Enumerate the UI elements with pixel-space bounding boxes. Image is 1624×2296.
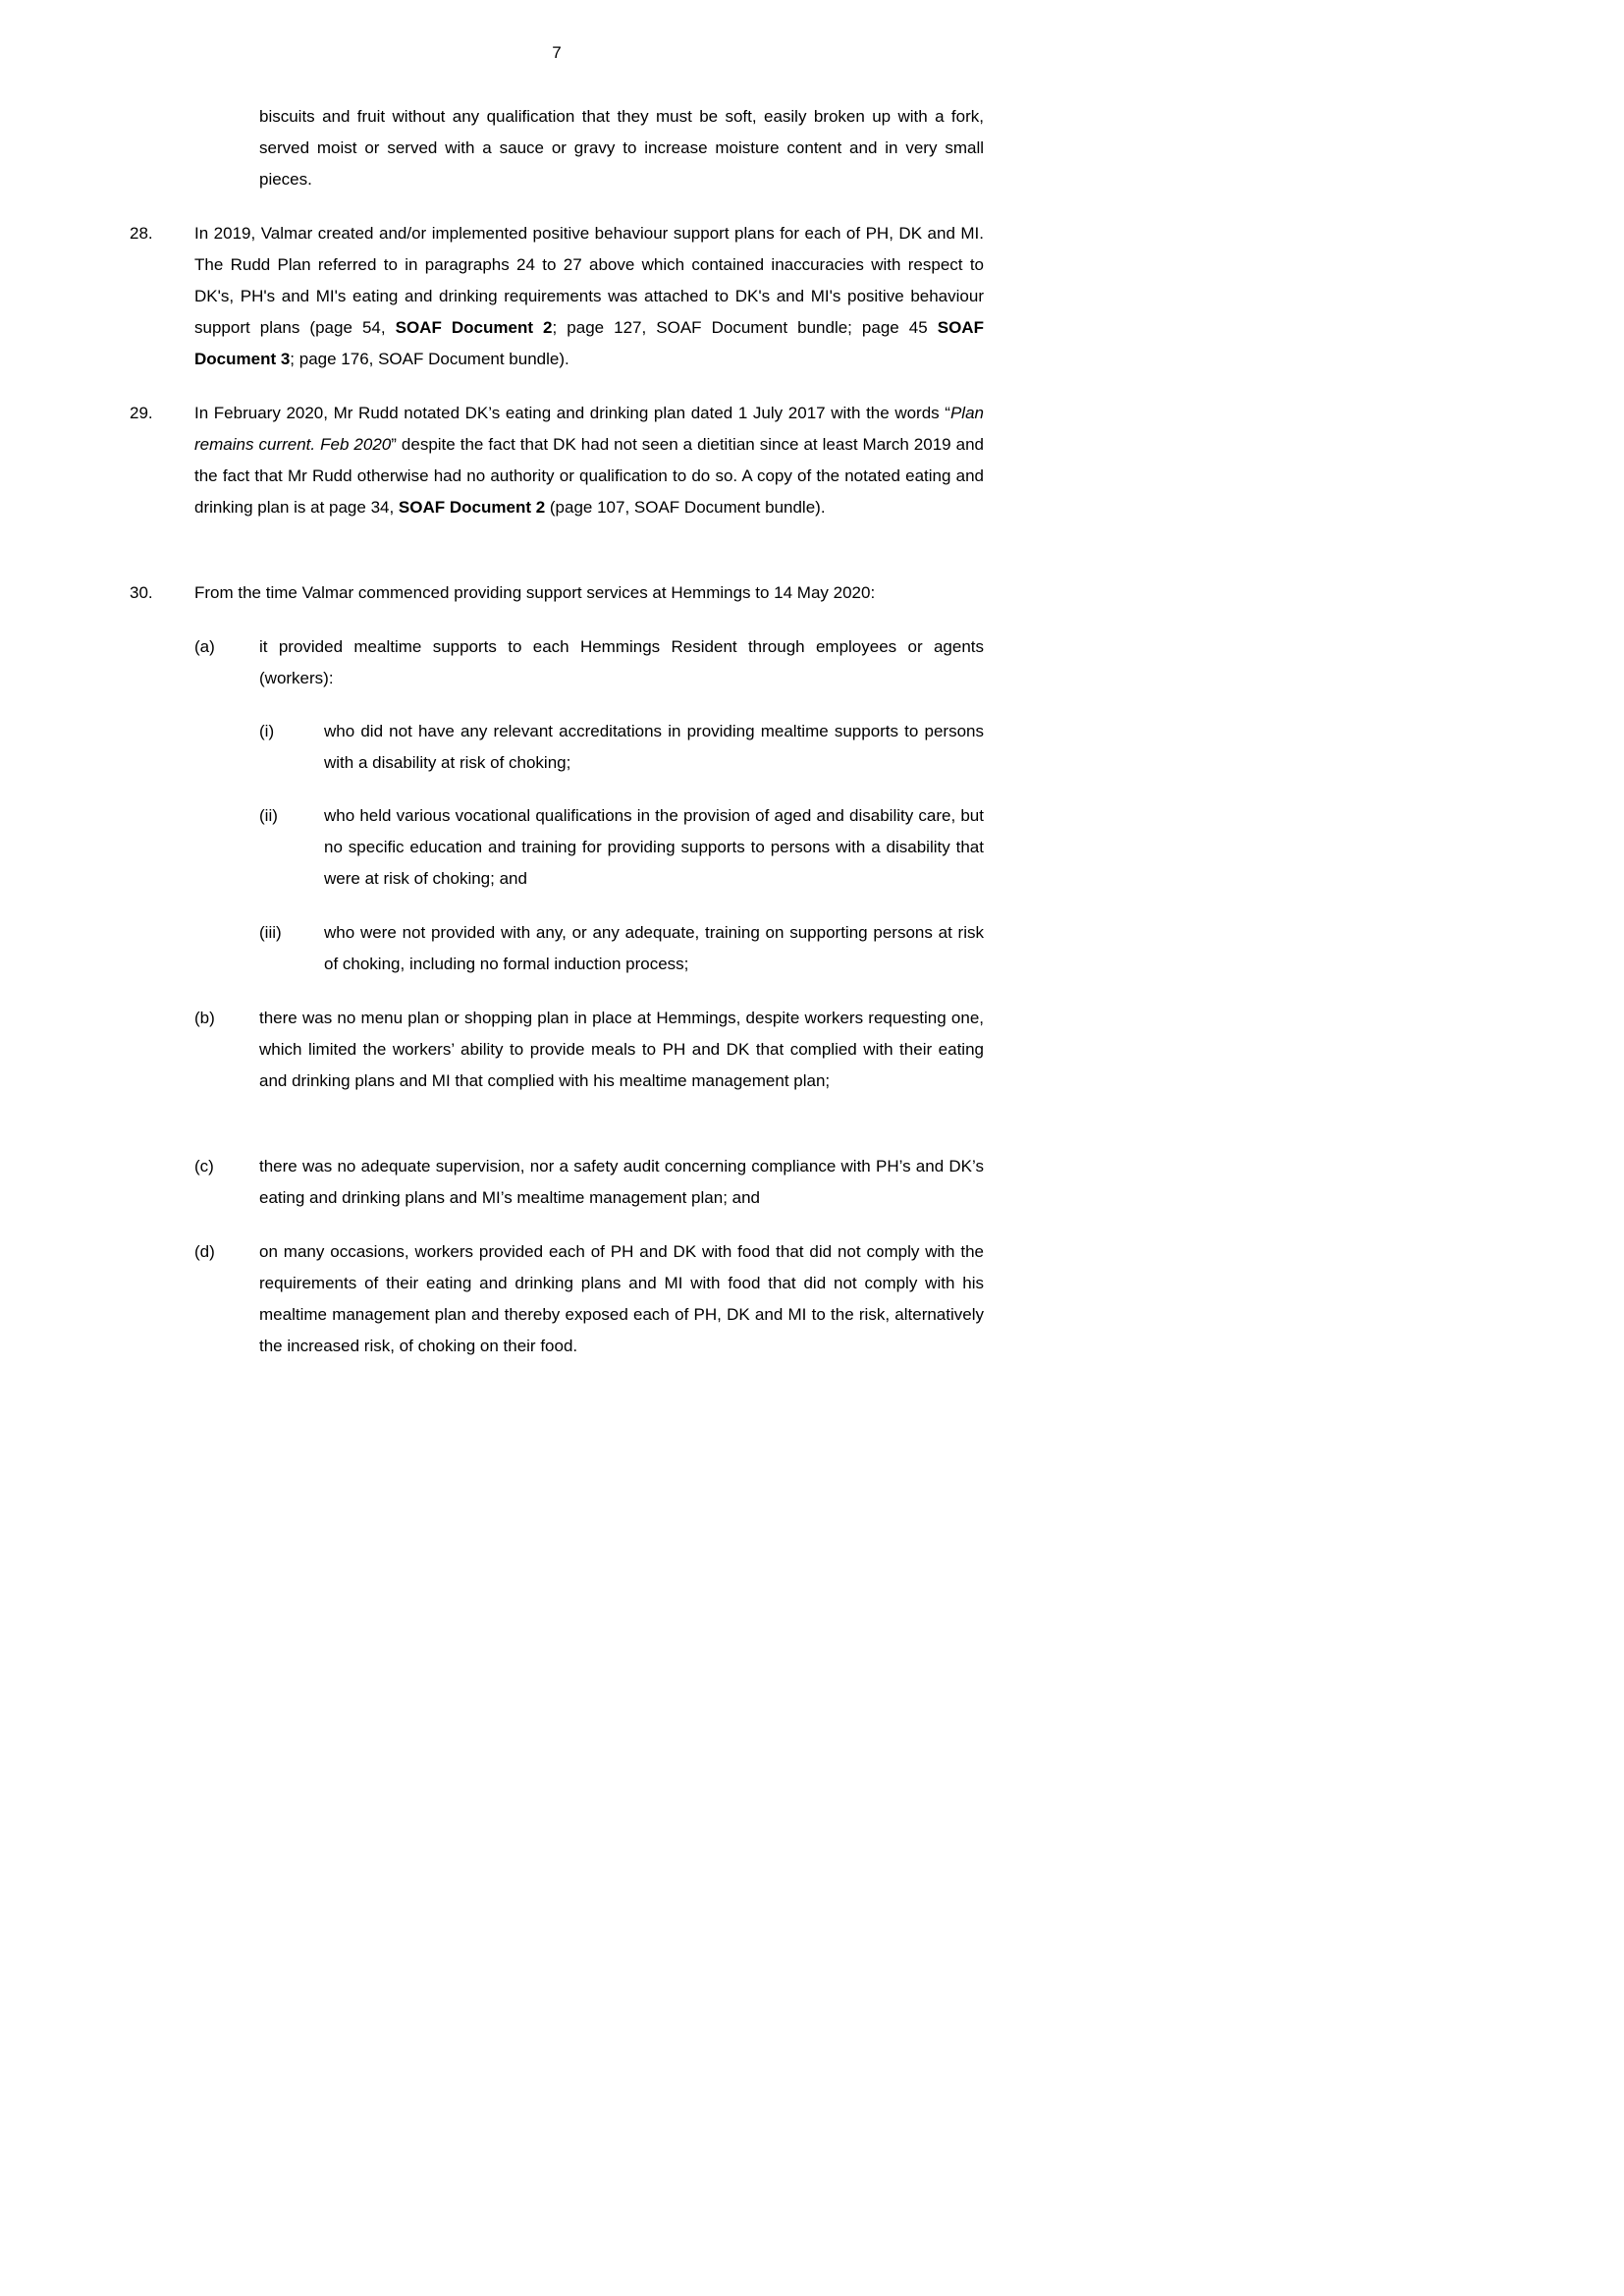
paragraph-29-italic-quote: Plan remains current. Feb 2020 [194,404,984,454]
subparagraph-d-label: (d) [194,1242,215,1261]
paragraph-28-bold-ref-2: SOAF Document 3 [194,318,984,368]
paragraph-29-bold-ref: SOAF Document 2 [398,498,546,517]
item-i-text: who did not have any relevant accreditations in providing mealtime supports to persons with a disability at risk of choking; [324,722,984,772]
paragraph-30-text: From the time Valmar commenced providing support services at Hemmings to 14 May 2020: [194,583,876,602]
paragraph-29-text-part-1: In February 2020, Mr Rudd notated DK’s eating and drinking plan dated 1 July 2017 with the words “ [194,404,950,422]
paragraph-28-text-part-2: ; page 127, SOAF Document bundle; page 45 [552,318,938,337]
subparagraph-a-label: (a) [194,637,215,656]
paragraph-28-text [194,218,984,375]
paragraph-28-text-part-1: In 2019, Valmar created and/or implemented positive behaviour support plans for each of PH, DK and MI. The Rudd Plan referred to in paragraphs 24 to 27 above which contained inaccuracies with respect to DK's, PH's and MI's eating and drinking requirements was attached to DK's and MI's positive behaviour support plans (page 54, [194,224,984,337]
page-number: 7 [552,43,562,62]
subparagraph-c-text: there was no adequate supervision, nor a safety audit concerning compliance with PH’s and DK’s eating and drinking plans and MI’s mealtime management plan; and [259,1157,984,1207]
paragraph-30-number: 30. [130,583,153,602]
paragraph-28-bold-ref-1: SOAF Document 2 [395,318,553,337]
paragraph-29-number: 29. [130,404,153,422]
subparagraph-b-text: there was no menu plan or shopping plan in place at Hemmings, despite workers requesting one, which limited the workers’ ability to provide meals to PH and DK that complied with their eating and drinking plans and MI that complied with his mealtime management plan; [259,1009,984,1090]
item-i-label: (i) [259,722,275,740]
subparagraph-c-label: (c) [194,1157,214,1175]
paragraph-28-text-part-3: ; page 176, SOAF Document bundle). [290,350,569,368]
subparagraph-b-label: (b) [194,1009,215,1027]
item-iii-label: (iii) [259,923,282,942]
item-iii-text: who were not provided with any, or any adequate, training on supporting persons at risk of choking, including no formal induction process; [324,923,984,973]
subparagraph-d-text: on many occasions, workers provided each of PH and DK with food that did not comply with the requirements of their eating and drinking plans and MI with food that did not comply with his mealtime management plan and thereby exposed each of PH, DK and MI to the risk, alternatively the increased risk, of choking on their food. [259,1242,984,1355]
paragraph-28-number: 28. [130,224,153,243]
item-ii-text: who held various vocational qualifications in the provision of aged and disability care, but no specific education and training for providing supports to persons with a disability that were at risk of choking; and [324,806,984,888]
continued-paragraph-text: biscuits and fruit without any qualification that they must be soft, easily broken up with a fork, served moist or served with a sauce or gravy to increase moisture content and in very small pieces. [259,107,984,189]
subparagraph-a-text: it provided mealtime supports to each Hemmings Resident through employees or agents (workers): [259,637,984,687]
paragraph-29-text [194,398,984,523]
item-ii-label: (ii) [259,806,278,825]
paragraph-29-text-part-2: ” despite the fact that DK had not seen a dietitian since at least March 2019 and the fact that Mr Rudd otherwise had no authority or qualification to do so. A copy of the notated eating and drinking plan is at page 34, [194,435,984,517]
paragraph-29-text-part-3: (page 107, SOAF Document bundle). [545,498,826,517]
document-page [0,0,1082,1531]
